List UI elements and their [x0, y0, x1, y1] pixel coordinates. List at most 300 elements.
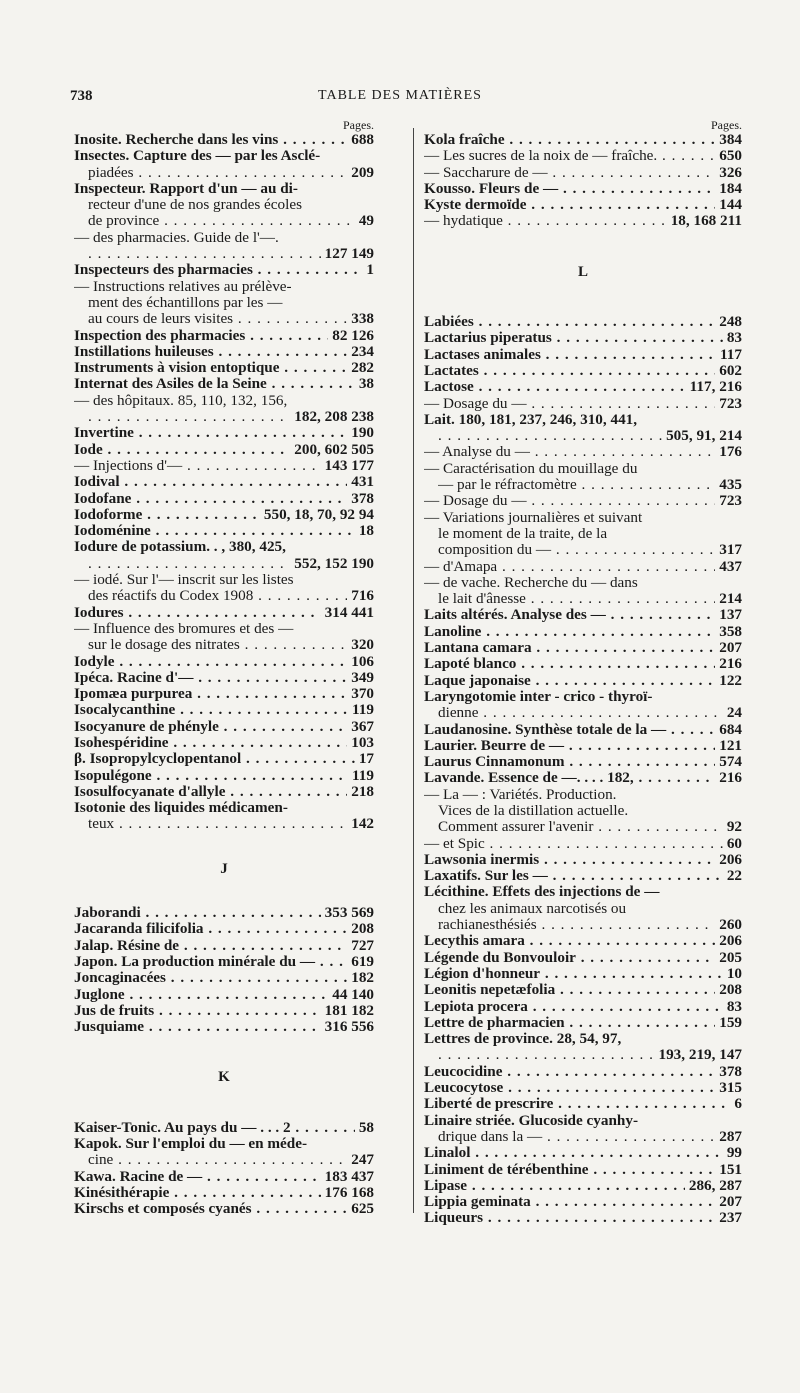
- entry-text: Lapoté blanco . . .: [424, 656, 715, 672]
- entry-text: Kinésithérapie . . .: [74, 1185, 321, 1201]
- entry-text: Linaire striée. Glucoside cyanhy-: [424, 1112, 639, 1129]
- entry-pages: [738, 689, 742, 705]
- index-entry: [74, 523, 374, 539]
- index-entry: [424, 933, 742, 949]
- entry-text: [88, 409, 290, 425]
- entry-text: Leucocidine . . .: [424, 1064, 715, 1080]
- entry-pages: [738, 412, 742, 428]
- entry-pages: 144: [719, 196, 742, 214]
- index-entry: [74, 539, 374, 555]
- entry-pages: 127 149: [324, 245, 374, 263]
- entry-text: Laurus Cinnamonum . . .: [424, 754, 715, 770]
- entry-text: Ipomæa purpurea . . .: [74, 686, 347, 702]
- index-entry: [424, 526, 742, 542]
- entry-pages: 316 556: [324, 1018, 374, 1036]
- entry-pages: 182: [351, 969, 374, 987]
- entry-pages: 137: [719, 606, 742, 624]
- entry-text: Instruments à vision entoptique . . .: [74, 360, 347, 376]
- entry-text: Inspecteur. Rapport d'un — au di-: [74, 180, 298, 197]
- entry-pages: [370, 279, 374, 295]
- entry-pages: 287: [719, 1127, 742, 1145]
- entry-pages: 367: [351, 717, 374, 735]
- index-entry: [424, 330, 742, 346]
- entry-pages: 574: [719, 753, 742, 771]
- entry-pages: 370: [351, 685, 374, 703]
- entry-pages: [370, 572, 374, 588]
- index-entry: [74, 1201, 374, 1217]
- entry-text: Liberté de prescrire . . .: [424, 1096, 730, 1112]
- entry-text: — d'Amapa . . .: [424, 559, 715, 575]
- entry-text: cine . . .: [88, 1152, 347, 1168]
- entry-text: Kousso. Fleurs de — . . .: [424, 181, 715, 197]
- entry-pages: 117, 216: [689, 378, 742, 396]
- entry-text: — par le réfractomètre . . .: [438, 477, 715, 493]
- entry-pages: 83: [726, 329, 742, 347]
- entry-pages: [738, 526, 742, 542]
- entry-pages: [370, 230, 374, 246]
- entry-text: — Injections d'— . . .: [74, 458, 321, 474]
- entry-text: — La — : Variétés. Production.: [424, 786, 617, 803]
- entry-text: Lactarius piperatus . . .: [424, 330, 723, 346]
- index-entry: [424, 624, 742, 640]
- entry-text: Juglone . . .: [74, 987, 328, 1003]
- pages-label: Pages.: [343, 118, 374, 132]
- index-entry: [74, 409, 374, 425]
- index-entry: [74, 686, 374, 702]
- index-entry: [74, 588, 374, 604]
- entry-pages: 358: [719, 622, 742, 640]
- index-entry: [74, 735, 374, 751]
- entry-text: Iodofane . . .: [74, 491, 347, 507]
- entry-pages: [370, 393, 374, 409]
- index-entry: [424, 1047, 742, 1063]
- entry-text: Comment assurer l'avenir . . .: [438, 819, 723, 835]
- index-entry: [424, 1210, 742, 1226]
- index-entry: [424, 314, 742, 330]
- entry-text: dienne . . .: [438, 705, 723, 721]
- entry-text: — Dosage du — . . .: [424, 493, 715, 509]
- index-entry: [74, 425, 374, 441]
- entry-pages: [370, 148, 374, 164]
- entry-text: Laxatifs. Sur les — . . .: [424, 868, 723, 884]
- index-entry: [74, 702, 374, 718]
- index-entry: [74, 1003, 374, 1019]
- index-entry: [74, 572, 374, 588]
- entry-pages: 207: [719, 639, 742, 657]
- entry-pages: 326: [719, 163, 742, 181]
- entry-text: Légion d'honneur . . .: [424, 966, 723, 982]
- entry-pages: 437: [719, 557, 742, 575]
- index-entry: [424, 542, 742, 558]
- index-entry: [424, 1194, 742, 1210]
- index-entry: [424, 1129, 742, 1145]
- entry-text: β. Isopropylcyclopentanol . . .: [74, 751, 355, 767]
- entry-text: Lécithine. Effets des injections de —: [424, 884, 660, 901]
- index-entry: [74, 344, 374, 360]
- index-entry: [424, 412, 742, 428]
- index-entry: [424, 738, 742, 754]
- entry-text: Isopulégone . . .: [74, 768, 348, 784]
- index-entry: [74, 262, 374, 278]
- entry-pages: 286, 287: [688, 1176, 742, 1194]
- entry-text: Lactates . . .: [424, 363, 715, 379]
- entry-text: Linalol . . .: [424, 1145, 723, 1161]
- index-entry: [74, 132, 374, 148]
- entry-text: — Analyse du — . . .: [424, 444, 715, 460]
- entry-text: sur le dosage des nitrates . . .: [88, 637, 347, 653]
- entry-pages: 181 182: [324, 1001, 374, 1019]
- entry-pages: [738, 884, 742, 900]
- entry-pages: 119: [352, 701, 374, 719]
- index-entry: [424, 950, 742, 966]
- entry-pages: 183 437: [324, 1167, 374, 1185]
- entry-text: Kawa. Racine de — . . .: [74, 1169, 321, 1185]
- index-entry: [424, 379, 742, 395]
- entry-text: Lanoline . . .: [424, 624, 715, 640]
- entry-pages: [370, 1136, 374, 1152]
- index-entry: [424, 852, 742, 868]
- entry-pages: 435: [719, 476, 742, 494]
- entry-text: [438, 1047, 654, 1063]
- page-number: 738: [70, 88, 93, 104]
- index-entry: [424, 836, 742, 852]
- index-entry: [74, 295, 374, 311]
- entry-text: Lettre de pharmacien . . .: [424, 1015, 715, 1031]
- entry-text: Lepiota procera . . .: [424, 999, 723, 1015]
- index-entry: [424, 363, 742, 379]
- entry-pages: 10: [726, 964, 742, 982]
- entry-text: Lawsonia inermis . . .: [424, 852, 715, 868]
- column-divider: [413, 128, 414, 1213]
- entry-pages: 723: [719, 394, 742, 412]
- index-entries-j: [74, 905, 374, 1035]
- index-entry: [424, 213, 742, 229]
- entry-pages: 247: [351, 1151, 374, 1169]
- entry-pages: [738, 787, 742, 803]
- entry-text: Iodoménine . . .: [74, 523, 355, 539]
- entry-text: — Instructions relatives au prélève-: [74, 278, 292, 295]
- entry-text: Kyste dermoïde . . .: [424, 197, 715, 213]
- entry-pages: 431: [351, 473, 374, 491]
- entry-pages: 182, 208 238: [294, 408, 374, 426]
- entry-pages: 384: [719, 131, 742, 148]
- index-entry: [74, 393, 374, 409]
- entry-pages: 206: [719, 932, 742, 950]
- index-entry: [74, 938, 374, 954]
- entry-pages: 684: [719, 720, 742, 738]
- entry-pages: 44 140: [332, 985, 374, 1003]
- entry-text: drique dans la — . . .: [438, 1129, 715, 1145]
- entry-pages: 122: [719, 671, 742, 689]
- index-entry: [424, 1162, 742, 1178]
- entry-text: [88, 246, 321, 262]
- index-entry: [74, 670, 374, 686]
- entry-text: [88, 556, 290, 572]
- entry-pages: 727: [351, 936, 374, 954]
- entry-pages: 99: [726, 1144, 742, 1162]
- entry-text: Insectes. Capture des — par les Asclé-: [74, 148, 321, 165]
- index-entry: [424, 396, 742, 412]
- entry-text: Instillations huileuses . . .: [74, 344, 347, 360]
- index-entry: [424, 770, 742, 786]
- entry-pages: 207: [719, 1193, 742, 1211]
- index-entry: [74, 230, 374, 246]
- entry-pages: 38: [358, 375, 374, 393]
- index-entry: [424, 197, 742, 213]
- index-entry: [424, 1031, 742, 1047]
- entry-text: Laurier. Beurre de — . . .: [424, 738, 715, 754]
- index-entry: [74, 1152, 374, 1168]
- index-entry: [74, 279, 374, 295]
- entry-text: Lait. 180, 181, 237, 246, 310, 441,: [424, 411, 638, 428]
- entry-pages: 60: [726, 834, 742, 852]
- index-entry: [74, 987, 374, 1003]
- entry-text: Laudanosine. Synthèse totale de la — . . .: [424, 722, 715, 738]
- index-entry: [74, 1136, 374, 1152]
- index-entry: [74, 816, 374, 832]
- index-entry: [424, 428, 742, 444]
- entry-pages: 550, 18, 70, 92 94: [263, 505, 374, 523]
- index-entry: [74, 507, 374, 523]
- entry-text: Laque japonaise . . .: [424, 673, 715, 689]
- entry-text: Lactose . . .: [424, 379, 686, 395]
- entry-pages: 22: [726, 867, 742, 885]
- entry-pages: 723: [719, 492, 742, 510]
- entry-pages: 216: [719, 769, 742, 787]
- index-entry: [424, 461, 742, 477]
- entry-text: Liqueurs . . .: [424, 1210, 715, 1226]
- entry-text: — Dosage du — . . .: [424, 396, 715, 412]
- entry-text: — Les sucres de la noix de — fraîche. . . .: [424, 148, 715, 164]
- entry-pages: 103: [351, 733, 374, 751]
- entry-pages: 314 441: [324, 603, 374, 621]
- index-entry: [74, 197, 374, 213]
- index-entry: [424, 591, 742, 607]
- entry-pages: 552, 152 190: [294, 554, 374, 572]
- entry-pages: 248: [719, 313, 742, 331]
- index-entry: [424, 917, 742, 933]
- index-entry: [424, 1113, 742, 1129]
- entry-text: Kola fraîche . . .: [424, 132, 715, 148]
- entry-text: Labiées . . .: [424, 314, 715, 330]
- pages-label: Pages.: [711, 118, 742, 132]
- entry-text: Internat des Asiles de la Seine . . .: [74, 376, 355, 392]
- entry-text: Jaborandi . . .: [74, 905, 321, 921]
- index-entry: [424, 689, 742, 705]
- entry-pages: 6: [734, 1095, 742, 1113]
- entry-text: le lait d'ânesse . . .: [438, 591, 715, 607]
- index-entry: [74, 637, 374, 653]
- index-entry: [74, 905, 374, 921]
- entry-text: Jus de fruits . . .: [74, 1003, 321, 1019]
- entry-text: Japon. La production minérale du — . . .: [74, 954, 347, 970]
- index-entry: [74, 360, 374, 376]
- entry-pages: 505, 91, 214: [666, 427, 742, 445]
- entry-pages: [738, 575, 742, 591]
- index-entry: [424, 901, 742, 917]
- entry-text: Iodure de potassium. . , 380, 425,: [74, 539, 286, 556]
- entry-pages: 234: [351, 342, 374, 360]
- entry-pages: 117: [720, 345, 742, 363]
- entry-text: Inosite. Recherche dans les vins . . .: [74, 132, 347, 148]
- entry-pages: 17: [358, 750, 374, 768]
- index-entry: [74, 654, 374, 670]
- index-column-left: [74, 118, 374, 1218]
- entry-text: Lettres de province. 28, 54, 97,: [424, 1031, 622, 1048]
- index-entry: [424, 819, 742, 835]
- index-entry: [424, 705, 742, 721]
- entry-text: piadées . . .: [88, 165, 347, 181]
- entry-text: Légende du Bonvouloir . . .: [424, 950, 715, 966]
- entry-text: Jacaranda filicifolia . . .: [74, 921, 347, 937]
- index-entry: [424, 510, 742, 526]
- entry-text: Inspecteurs des pharmacies . . .: [74, 262, 362, 278]
- entry-text: Laryngotomie inter - crico - thyroï-: [424, 688, 653, 705]
- index-entry: [74, 719, 374, 735]
- entry-text: Iodures . . .: [74, 605, 321, 621]
- running-head: TABLE DES MATIÈRES: [318, 88, 482, 103]
- entry-pages: 83: [726, 997, 742, 1015]
- index-entry: [424, 868, 742, 884]
- entry-pages: 49: [358, 212, 374, 230]
- entry-pages: 208: [719, 981, 742, 999]
- entry-text: rachianesthésiés . . .: [438, 917, 715, 933]
- index-entry: [424, 148, 742, 164]
- entry-text: — Caractérisation du mouillage du: [424, 460, 638, 477]
- entry-text: de province . . .: [88, 213, 355, 229]
- entry-pages: 193, 219, 147: [658, 1046, 742, 1064]
- index-entry: [424, 656, 742, 672]
- entry-text: teux . . .: [88, 816, 347, 832]
- index-entry: [74, 800, 374, 816]
- entry-text: ment des échantillons par les —: [88, 294, 283, 311]
- entry-pages: [738, 1031, 742, 1047]
- entry-pages: 184: [719, 179, 742, 197]
- entry-text: Jusquiame . . .: [74, 1019, 321, 1035]
- entry-text: — Variations journalières et suivant: [424, 509, 643, 526]
- entry-text: Leucocytose . . .: [424, 1080, 715, 1096]
- entry-pages: 216: [719, 655, 742, 673]
- entry-text: Isohespéridine . . .: [74, 735, 347, 751]
- entry-text: chez les animaux narcotisés ou: [438, 900, 627, 917]
- index-entry: [74, 768, 374, 784]
- index-entry: [74, 376, 374, 392]
- entry-pages: 716: [351, 587, 374, 605]
- entry-text: Leonitis nepetæfolia . . .: [424, 982, 715, 998]
- index-entry: [424, 787, 742, 803]
- index-entry: [74, 921, 374, 937]
- index-entry: [74, 165, 374, 181]
- index-entry: [424, 493, 742, 509]
- entry-text: — des hôpitaux. 85, 110, 132, 156,: [74, 392, 288, 409]
- entry-text: Iodoforme . . .: [74, 507, 260, 523]
- index-entry: [74, 1120, 374, 1136]
- index-entry: [424, 999, 742, 1015]
- index-entry: [74, 474, 374, 490]
- entry-text: Jalap. Résine de . . .: [74, 938, 347, 954]
- index-entry: [424, 1015, 742, 1031]
- entry-pages: [738, 461, 742, 477]
- entry-text: — Saccharure de — . . .: [424, 165, 715, 181]
- index-entry: [74, 311, 374, 327]
- entry-text: au cours de leurs visites . . .: [88, 311, 347, 327]
- entry-pages: 151: [719, 1160, 742, 1178]
- entry-pages: 24: [726, 704, 742, 722]
- entry-pages: 206: [719, 850, 742, 868]
- entry-pages: 218: [351, 782, 374, 800]
- index-entry: [424, 884, 742, 900]
- index-column-right: [424, 118, 742, 1227]
- entry-text: — hydatique . . .: [424, 213, 667, 229]
- index-entry: [424, 673, 742, 689]
- section-letter-l: L: [577, 263, 588, 280]
- entry-text: Isocyanure de phényle . . .: [74, 719, 347, 735]
- entry-pages: 143 177: [324, 456, 374, 474]
- entry-text: [438, 428, 662, 444]
- entry-pages: [370, 539, 374, 555]
- entry-pages: 200, 602 505: [294, 440, 374, 458]
- entry-pages: 282: [351, 359, 374, 377]
- index-entry: [424, 347, 742, 363]
- entry-text: Lavande. Essence de —. . . . 182, . . .: [424, 770, 715, 786]
- entry-pages: 1: [366, 261, 374, 279]
- entry-pages: 82 126: [332, 326, 374, 344]
- index-entry: [74, 213, 374, 229]
- index-entry: [424, 477, 742, 493]
- entry-text: Lantana camara . . .: [424, 640, 715, 656]
- entry-pages: 119: [352, 766, 374, 784]
- entry-text: Lippia geminata . . .: [424, 1194, 715, 1210]
- entry-pages: 619: [351, 952, 374, 970]
- entry-pages: 92: [726, 818, 742, 836]
- entry-pages: 349: [351, 668, 374, 686]
- index-entry: [424, 132, 742, 148]
- index-entry: [424, 1145, 742, 1161]
- entry-text: Ipéca. Racine d'— . . .: [74, 670, 347, 686]
- entry-text: composition du — . . .: [438, 542, 715, 558]
- entry-text: — Influence des bromures et des —: [74, 620, 294, 637]
- entry-pages: 142: [351, 815, 374, 833]
- entry-pages: 58: [358, 1118, 374, 1136]
- index-entry: [424, 444, 742, 460]
- entry-text: Lecythis amara . . .: [424, 933, 715, 949]
- entry-pages: [370, 295, 374, 311]
- entry-text: recteur d'une de nos grandes écoles: [88, 197, 303, 214]
- index-entry: [74, 148, 374, 164]
- entry-pages: 378: [719, 1062, 742, 1080]
- entry-pages: 121: [719, 736, 742, 754]
- index-entries-i: [74, 132, 374, 833]
- index-entry: [74, 751, 374, 767]
- entry-text: Vices de la distillation actuelle.: [438, 802, 629, 819]
- entry-text: Kirschs et composés cyanés . . .: [74, 1201, 347, 1217]
- entry-text: Kapok. Sur l'emploi du — en méde-: [74, 1136, 308, 1153]
- index-entry: [424, 754, 742, 770]
- entry-pages: [370, 197, 374, 213]
- entry-pages: 106: [351, 652, 374, 670]
- index-entry: [424, 966, 742, 982]
- entry-text: Lipase . . .: [424, 1178, 685, 1194]
- entry-pages: 688: [351, 131, 374, 148]
- entry-pages: 214: [719, 590, 742, 608]
- index-entries-k: [74, 1120, 374, 1218]
- entry-pages: [738, 803, 742, 819]
- index-entry: [424, 1064, 742, 1080]
- index-entry: [424, 559, 742, 575]
- section-letter-k: K: [218, 1069, 230, 1086]
- entry-text: Isocalycanthine . . .: [74, 702, 348, 718]
- entry-text: Isosulfocyanate d'allyle . . .: [74, 784, 347, 800]
